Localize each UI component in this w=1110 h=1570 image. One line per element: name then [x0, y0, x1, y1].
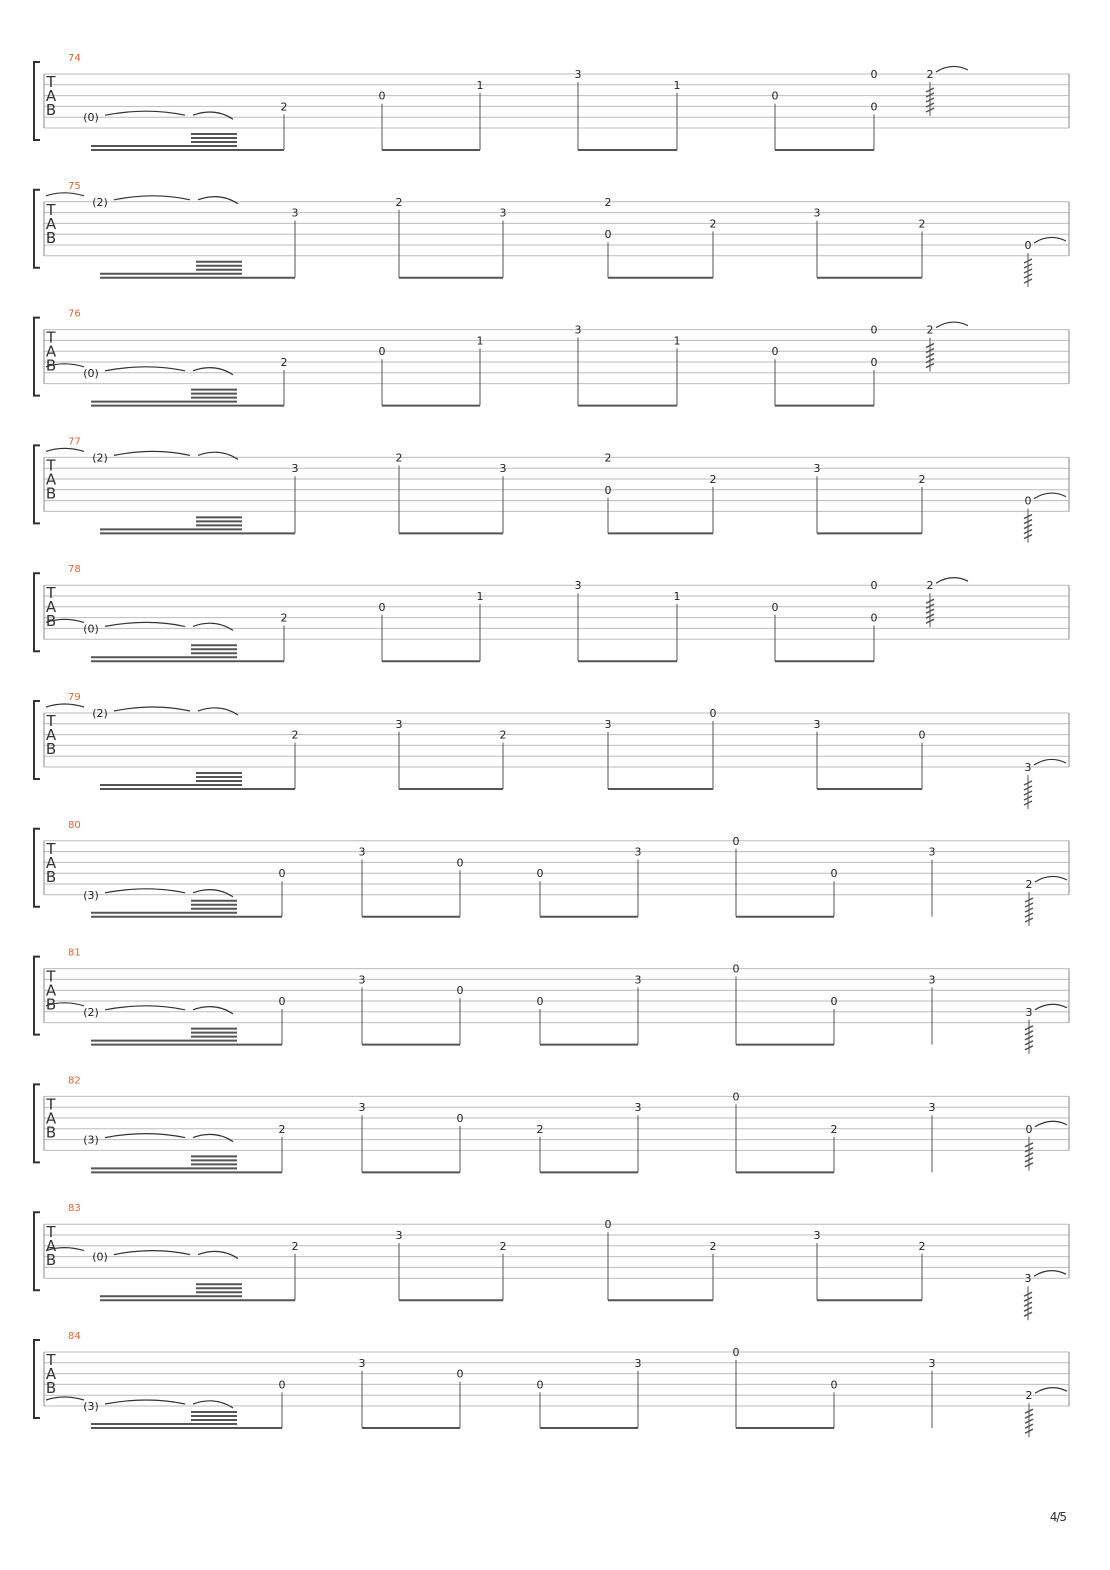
tab-clef-letter: B: [45, 1123, 57, 1142]
fret-number: 3: [499, 206, 507, 220]
tab-clef-letter: B: [45, 612, 57, 631]
fret-number: 0: [830, 1378, 838, 1392]
measure-number: 80: [68, 819, 81, 831]
fret-number: 2: [291, 728, 299, 742]
outgoing-tie: [1034, 493, 1066, 499]
fret-number: 0: [771, 89, 779, 103]
fret-number: 3: [604, 717, 612, 731]
measure-number: 84: [68, 1331, 81, 1342]
system-bracket: [34, 1340, 40, 1418]
fret-number: 0: [278, 867, 286, 881]
fret-number: (0): [83, 111, 99, 125]
fret-number: 1: [673, 334, 681, 348]
fret-number: 3: [813, 717, 821, 731]
fret-number: 2: [280, 100, 288, 114]
tab-clef-letter: B: [45, 356, 57, 375]
page-number: 4/5: [1049, 1510, 1066, 1524]
system-bracket: [34, 1212, 40, 1290]
fret-number: 2: [709, 473, 717, 486]
hold-tie: [114, 707, 190, 711]
hold-tie: [193, 623, 233, 630]
fret-number: (3): [83, 1133, 99, 1147]
tab-clef-letter: T: [46, 967, 56, 986]
hold-tie: [114, 1251, 190, 1255]
system-bracket: [34, 573, 40, 651]
tab-system-82: [34, 1075, 1069, 1172]
fret-number: 0: [536, 1378, 544, 1392]
fret-number: 0: [378, 600, 386, 614]
fret-number: 3: [574, 323, 582, 337]
measure-number: 77: [68, 436, 81, 448]
tab-system-83: [34, 1203, 1069, 1320]
fret-number: 0: [456, 1367, 464, 1381]
hold-tie: [193, 1401, 233, 1408]
fret-number: 3: [634, 973, 642, 987]
fret-number: 0: [456, 1112, 464, 1125]
tab-clef-letter: T: [46, 1223, 56, 1242]
measure-number: 79: [68, 692, 81, 703]
tab-clef-letter: T: [46, 712, 56, 730]
fret-number: 3: [291, 462, 299, 476]
fret-number: 0: [732, 834, 740, 848]
fret-number: 2: [280, 356, 288, 369]
fret-number: (2): [92, 195, 108, 209]
fret-number: 3: [634, 1356, 642, 1370]
fret-number: (3): [83, 1400, 99, 1413]
fret-number: 0: [870, 611, 878, 625]
fret-number: 2: [395, 195, 403, 209]
outgoing-tie: [1034, 759, 1066, 765]
outgoing-tie: [936, 66, 968, 72]
tab-clef-letter: A: [45, 981, 57, 1000]
hold-tie: [193, 368, 233, 375]
fret-number: 0: [732, 962, 740, 976]
fret-number: 3: [358, 1101, 366, 1115]
hold-tie: [193, 890, 233, 897]
incoming-tie: [46, 704, 84, 707]
hold-tie: [193, 1134, 233, 1141]
fret-number: 0: [870, 100, 878, 114]
fret-number: 0: [1024, 239, 1032, 252]
fret-number: 0: [604, 1218, 612, 1232]
fret-number: 0: [278, 1378, 286, 1392]
fret-number: 2: [926, 579, 934, 593]
outgoing-tie: [1035, 1388, 1067, 1394]
incoming-tie: [46, 193, 84, 196]
incoming-tie: [46, 1397, 84, 1400]
hold-tie: [198, 708, 238, 715]
tab-clef-letter: T: [46, 839, 56, 858]
tab-clef-letter: T: [46, 328, 56, 347]
fret-number: 2: [709, 217, 717, 231]
measure-number: 82: [68, 1075, 81, 1087]
outgoing-tie: [1035, 1004, 1067, 1010]
tab-clef-letter: A: [45, 853, 57, 872]
fret-number: 0: [870, 323, 878, 337]
fret-number: 3: [358, 973, 366, 987]
hold-tie: [105, 111, 185, 115]
fret-number: 0: [709, 707, 717, 720]
fret-number: 0: [378, 345, 386, 359]
fret-number: (2): [92, 451, 108, 465]
fret-number: 1: [476, 590, 484, 603]
fret-number: 2: [918, 1239, 926, 1253]
hold-tie: [105, 622, 185, 626]
fret-number: (0): [83, 622, 99, 636]
fret-number: (2): [83, 1005, 99, 1019]
fret-number: 0: [771, 345, 779, 359]
fret-number: 0: [1025, 1122, 1033, 1136]
tab-system-77: [34, 436, 1069, 542]
measure-number: 74: [68, 53, 81, 64]
fret-number: 3: [928, 845, 936, 859]
tab-clef-letter: B: [45, 995, 57, 1014]
fret-number: 2: [926, 68, 934, 81]
outgoing-tie: [1035, 1121, 1067, 1127]
fret-number: 3: [395, 1229, 403, 1242]
fret-number: 2: [499, 728, 507, 742]
fret-number: 2: [395, 451, 403, 465]
fret-number: 3: [395, 717, 403, 731]
fret-number: 0: [830, 995, 838, 1008]
fret-number: (0): [83, 366, 99, 380]
tab-clef-letter: B: [45, 1251, 57, 1270]
tab-clef-letter: A: [45, 470, 57, 489]
measure-number: 76: [68, 308, 81, 320]
measure-number: 78: [68, 564, 81, 576]
system-bracket: [34, 445, 40, 523]
outgoing-tie: [1035, 876, 1067, 882]
fret-number: 0: [456, 856, 464, 870]
fret-number: (0): [92, 1250, 108, 1264]
fret-number: 0: [1024, 494, 1032, 508]
tab-clef-letter: A: [45, 598, 57, 617]
fret-number: 2: [604, 451, 612, 465]
fret-number: 0: [604, 483, 612, 497]
fret-number: 2: [499, 1239, 507, 1253]
fret-number: 0: [771, 600, 779, 614]
fret-number: 0: [732, 1090, 740, 1104]
outgoing-tie: [936, 578, 968, 584]
tab-clef-letter: T: [46, 456, 56, 475]
hold-tie: [198, 452, 238, 459]
tab-clef-letter: A: [45, 87, 57, 105]
fret-number: 3: [928, 973, 936, 987]
fret-number: 2: [604, 195, 612, 209]
system-bracket: [34, 190, 40, 268]
tab-system-84: [34, 1331, 1069, 1437]
tab-clef-letter: B: [45, 867, 57, 886]
tab-clef-letter: B: [45, 101, 57, 119]
system-bracket: [34, 1084, 40, 1162]
fret-number: 1: [476, 78, 484, 92]
fret-number: 3: [928, 1101, 936, 1115]
fret-number: 2: [918, 473, 926, 486]
measure-number: 75: [68, 180, 81, 192]
system-bracket: [34, 62, 40, 140]
fret-number: 2: [926, 323, 934, 337]
fret-number: 2: [918, 217, 926, 231]
incoming-tie: [46, 448, 84, 451]
system-bracket: [34, 957, 40, 1035]
fret-number: 0: [732, 1346, 740, 1359]
tab-clef-letter: B: [45, 740, 57, 758]
fret-number: 3: [813, 206, 821, 220]
outgoing-tie: [1034, 237, 1066, 243]
tab-system-74: [34, 53, 1069, 150]
fret-number: 3: [358, 845, 366, 859]
hold-tie: [105, 889, 185, 893]
fret-number: 0: [278, 995, 286, 1008]
fret-number: 2: [536, 1122, 544, 1136]
tab-system-78: [34, 564, 1069, 661]
fret-number: 3: [499, 462, 507, 476]
system-bracket: [34, 829, 40, 907]
fret-number: 2: [1025, 878, 1033, 891]
fret-number: 2: [1025, 1389, 1033, 1403]
measure-number: 81: [68, 947, 81, 959]
fret-number: (3): [83, 888, 99, 902]
tab-system-81: [34, 948, 1069, 1054]
tab-clef-letter: T: [46, 1095, 56, 1114]
tab-clef-letter: A: [45, 1365, 57, 1383]
fret-number: 2: [280, 611, 288, 625]
tab-system-79: [34, 692, 1069, 809]
hold-tie: [114, 451, 190, 455]
tab-system-75: [34, 181, 1069, 287]
tab-clef-letter: A: [45, 726, 57, 744]
tab-clef-letter: B: [45, 1379, 57, 1397]
hold-tie: [114, 196, 190, 200]
tab-clef-letter: T: [46, 200, 56, 219]
fret-number: 0: [456, 984, 464, 998]
hold-tie: [193, 1007, 233, 1014]
outgoing-tie: [1034, 1271, 1066, 1277]
fret-number: 3: [1025, 1005, 1033, 1019]
fret-number: 3: [928, 1356, 936, 1370]
hold-tie: [105, 367, 185, 371]
fret-number: 0: [870, 356, 878, 369]
fret-number: (2): [92, 707, 108, 720]
fret-number: 1: [673, 590, 681, 603]
tab-clef-letter: A: [45, 214, 57, 233]
fret-number: 2: [830, 1122, 838, 1136]
fret-number: 3: [1024, 1272, 1032, 1286]
fret-number: 3: [574, 68, 582, 81]
fret-number: 0: [378, 89, 386, 103]
system-bracket: [34, 318, 40, 396]
tab-clef-letter: T: [46, 584, 56, 603]
hold-tie: [198, 1251, 238, 1258]
fret-number: 0: [536, 995, 544, 1008]
hold-tie: [193, 112, 233, 119]
fret-number: 0: [830, 867, 838, 881]
fret-number: 2: [709, 1239, 717, 1253]
outgoing-tie: [936, 322, 968, 328]
fret-number: 0: [870, 579, 878, 593]
fret-number: 3: [574, 579, 582, 593]
fret-number: 3: [634, 845, 642, 859]
fret-number: 3: [1024, 761, 1032, 774]
tab-clef-letter: B: [45, 228, 57, 247]
fret-number: 1: [476, 334, 484, 348]
fret-number: 3: [358, 1356, 366, 1370]
fret-number: 3: [813, 1229, 821, 1242]
fret-number: 2: [278, 1122, 286, 1136]
hold-tie: [105, 1134, 185, 1138]
tab-clef-letter: T: [46, 1351, 56, 1369]
hold-tie: [105, 1006, 185, 1010]
fret-number: 3: [634, 1101, 642, 1115]
tab-clef-letter: A: [45, 1109, 57, 1128]
fret-number: 1: [673, 78, 681, 92]
fret-number: 0: [536, 867, 544, 881]
hold-tie: [105, 1400, 185, 1404]
fret-number: 0: [604, 228, 612, 242]
fret-number: 2: [291, 1239, 299, 1253]
hold-tie: [198, 197, 238, 204]
tab-system-76: [34, 309, 1069, 406]
tab-clef-letter: T: [46, 73, 56, 91]
tab-system-80: [34, 820, 1069, 926]
fret-number: 3: [291, 206, 299, 220]
tab-clef-letter: B: [45, 484, 57, 503]
tab-clef-letter: A: [45, 342, 57, 361]
measure-number: 83: [68, 1203, 81, 1215]
tab-clef-letter: A: [45, 1237, 57, 1256]
fret-number: 0: [918, 728, 926, 742]
fret-number: 0: [870, 68, 878, 81]
fret-number: 3: [813, 462, 821, 476]
system-bracket: [34, 701, 40, 779]
